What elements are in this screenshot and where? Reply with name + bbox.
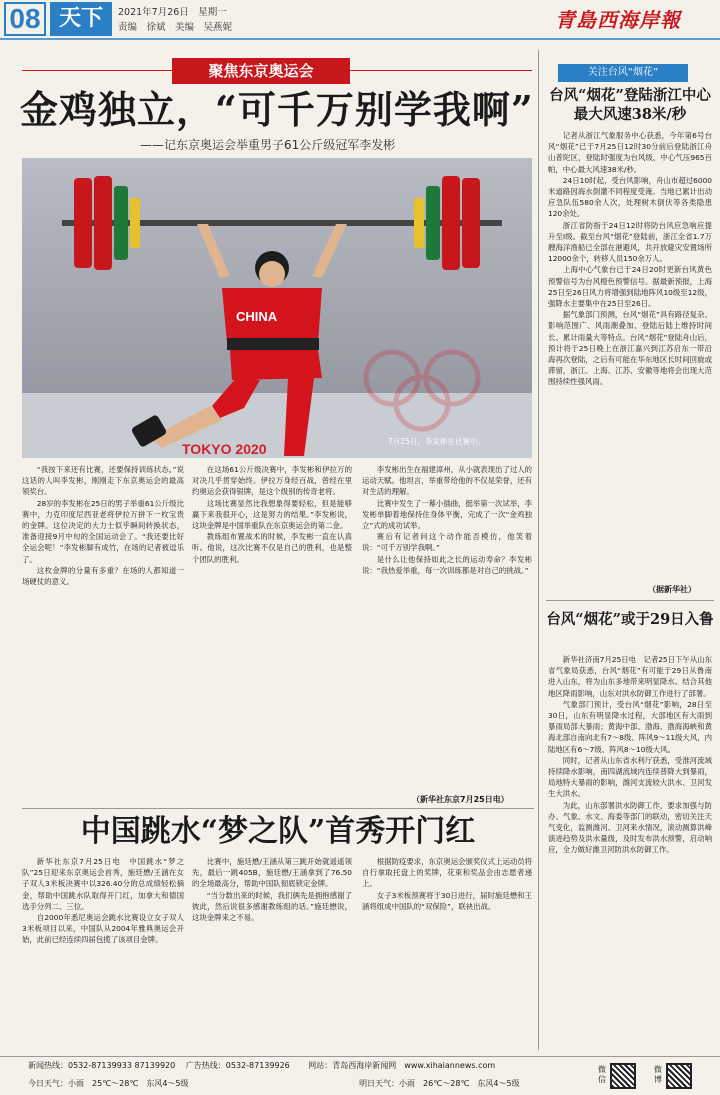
paragraph: 女子3米板预赛将于30日进行，届时施廷懋和王涵将组成中国队的“双保险”，联袂出战。 xyxy=(362,890,532,911)
weightlifting-photo xyxy=(22,158,532,458)
diving-column-1 xyxy=(22,856,184,1052)
paragraph: 气象部门预计，受台风“烟花”影响，28日至30日，山东有明显降水过程，大部地区有大雨到暴雨局部大暴雨；黄海中部、渤海、渤海海峡和黄海北部自南向北有7～8级、阵风9～11级大风，内陆地区有6～7级、阵风8～10级大风。 xyxy=(548,699,712,754)
footer-row-weather xyxy=(28,1075,520,1093)
paragraph: 这枚金牌的分量有多重？在场的人都知道一场硬仗的意义。 xyxy=(22,565,184,587)
jersey-text: CHINA xyxy=(236,309,278,324)
feature-column-3 xyxy=(362,464,532,794)
tokyo-logo-text: TOKYO 2020 xyxy=(182,441,267,457)
paragraph: 28岁的李发彬在25日的男子举重61公斤级比赛中，力克印度尼西亚老将伊拉万拼下一枚宝贵的金牌。这位决定的大力士似乎瞬间转换状态，准备迎接9月中旬的全国运动会了。“我还要比好全运会呢！”李发彬脚有成竹，在场的记者被逗乐了。 xyxy=(22,498,184,564)
footer-row-contacts xyxy=(28,1057,495,1075)
column-rule xyxy=(538,50,539,1050)
paragraph: 记者从浙江气象服务中心获悉，今年第6号台风“烟花”已于7月25日12时30分前后登陆浙江舟山普陀区，登陆时强度为台风级，中心气压965百帕，中心最大风速38米/秒。 xyxy=(548,131,712,174)
page-number: 08 xyxy=(4,2,46,36)
sidebar-topic-tag: 关注台风“烟花” xyxy=(558,64,688,82)
paragraph: 这场比赛显然比我想象得要轻松，但是能够赢下来我很开心，这是努力的结果。”李发彬说，这块金牌是中国举重队在东京奥运会的第二金。 xyxy=(192,498,352,531)
photo-caption: 7月25日，李发彬在比赛中。 xyxy=(388,437,485,446)
paragraph: 教练组布置战术的时候，李发彬一直在认真听。他说，这次比赛不仅是自己的胜利，也是整个团队的胜利。 xyxy=(192,532,352,564)
photo-illustration xyxy=(22,158,532,458)
newspaper-logo: 青島西海岸報 xyxy=(555,8,681,32)
paragraph: 据气象部门预测，台风“烟花”具有路径复杂、影响范围广、风雨潮叠加、登陆后陆上维持时间长、累计雨量大等特点。台风“烟花”登陆舟山后，预计将于25日晚上在浙江嘉兴到江苏启东一带沿海再次登陆，之后有可能在华东地区长时间回旋或滞留，浙江、上海、江苏、安徽等地将会出现大范围持续性强风雨。 xyxy=(548,310,712,387)
weibo-label: 微博 xyxy=(654,1065,662,1084)
sidebar-headline-2: 台风“烟花”或于29日入鲁 xyxy=(546,611,714,628)
section-title: 天下 xyxy=(50,2,112,36)
wechat-qr-code[interactable] xyxy=(610,1063,636,1089)
tomorrow-weather: 明日天气：小雨 26℃～28℃ 东风4～5级 xyxy=(359,1079,520,1088)
feature-credit: （新华社东京7月25日电） xyxy=(412,795,509,804)
page-footer xyxy=(0,1056,720,1095)
news-hotline: 新闻热线：0532-87139933 87139920 xyxy=(28,1061,176,1070)
feature-column-2 xyxy=(192,464,352,806)
paragraph: 新华社济南7月25日电 记者25日下午从山东省气象局获悉，台风“烟花”有可能于29日从鲁南进入山东，将为山东多地带来明显降水。结合其他地区降雨影响，山东对洪水防御工作进行了部署。 xyxy=(548,655,712,698)
paragraph: 比赛中发生了一幕小插曲，挺举第一次试举，李发彬单脚着地保持住身体平衡，完成了一次“金鸡独立”式的成功试举。 xyxy=(362,498,532,531)
paragraph: 浙江省防指于24日12时将防台风应急响应提升至I级。截至台风“烟花”登陆前，浙江全省1.7万艘海洋渔船已全部在港避风，共开放避灾安置场所12000余个，转移人员150余万人。 xyxy=(548,220,712,264)
weibo-qr-code[interactable] xyxy=(666,1063,692,1089)
divider xyxy=(546,600,714,601)
sidebar-credit: （据新华社） xyxy=(648,585,696,594)
paragraph: 新华社东京7月25日电 中国跳水“梦之队”25日迎来东京奥运会首秀，施廷懋/王涵在女子双人3米板决赛中以326.40分的总成绩轻松摘金，帮助中国跳水队取得开门红，加拿大和德国选手分列二、三位。 xyxy=(22,857,184,911)
paragraph: 为此，山东部署洪水防御工作，要求加强与防办、气象、水文、海委等部门的联动，密切关注天气变化，监测潍河、卫河来水情况，滚动测算洪峰演进趋势及洪水量级，及时发布洪水预警，启动响应，全力做好潍卫河防洪水防御工作。 xyxy=(548,800,712,855)
feature-headline: 金鸡独立，“可千万别学我啊” xyxy=(20,87,534,132)
paragraph: 在这场61公斤级决赛中，李发彬和伊拉万的对决几乎贯穿始终。伊拉万身经百战，曾经在里约奥运会获得银牌，是这个级别的传奇老将。 xyxy=(192,465,352,497)
sidebar-story-2 xyxy=(548,654,712,1052)
dateline xyxy=(118,5,232,35)
ad-hotline: 广告热线：0532-87139926 xyxy=(185,1061,290,1070)
sidebar-headline-1: 台风“烟花”登陆浙江中心最大风速38米/秒 xyxy=(549,87,711,123)
paragraph: 根据防疫要求，东京奥运会颁奖仪式上运动员将自行拿取托盘上的奖牌，花束和奖品会由志愿者递上。 xyxy=(362,857,532,889)
paragraph: 同时，记者从山东省水利厅获悉，受淮河流域持续降水影响，南四湖流域内连续普降大到暴雨，局地特大暴雨的影响，潍河支流较大洪水、卫河发生大洪水。 xyxy=(548,755,712,799)
website-link[interactable]: 网站：青岛西海岸新闻网 www.xihaiannews.com xyxy=(308,1061,496,1070)
feature-subtitle: ——记东京奥运会举重男子61公斤级冠军李发彬 xyxy=(140,138,396,152)
paragraph: 自2000年悉尼奥运会跳水比赛设立女子双人3米板项目以来，中国队从2004年雅典奥运会开始，此前已经连续四届包揽了该项目金牌。 xyxy=(22,913,184,945)
sidebar-story-1 xyxy=(548,130,712,580)
feature-column-1 xyxy=(22,464,184,806)
paragraph: 李发彬出生在福建漳州，从小就表现出了过人的运动天赋。他坦言，举重带给他的不仅是荣誉，还有对生活的理解。 xyxy=(362,465,532,497)
diving-column-3 xyxy=(362,856,532,1052)
paragraph: “我按下来还有比赛，还要保持训练状态。”说这话的人叫李发彬，刚刚走下东京奥运会的最高领奖台。 xyxy=(22,465,184,497)
paragraph: 24日10时起，受台风影响，舟山市超过6000米道路因海水倒灌不同程度受淹。当地已累计出动应急队伍580余人次，处理树木倒伏等各类隐患120余处。 xyxy=(548,175,712,219)
issue-date: 2021年7月26日 星期一 xyxy=(118,7,227,18)
today-weather: 今日天气：小雨 25℃～28℃ 东风4～5级 xyxy=(28,1079,189,1088)
paragraph: 上海中心气象台已于24日20时更新台风黄色预警信号为台风橙色预警信号。据最新预报，上海25日至26日风力将增强到陆地阵风10级至12级，强降水主要集中在25日至26日。 xyxy=(548,265,712,309)
wechat-label: 微信 xyxy=(598,1065,606,1084)
paragraph: 赛后有记者问这个动作能否模仿，他笑着说：“可千万别学我啊。” xyxy=(362,532,532,553)
paragraph: 是什么让他保持如此之长的运动寿命？李发彬说：“我热爱举重，每一次训练都是对自己的挑战。” xyxy=(362,554,532,575)
paragraph: 比赛中，施廷懋/王涵从第三跳开始就遥遥领先，最后一跳405B，施廷懋/王涵拿到了76.50的全场最高分，帮助中国队彻底锁定金牌。 xyxy=(192,857,352,889)
topic-banner: 聚焦东京奥运会 xyxy=(172,58,350,84)
editors-credit: 责编 徐斌 美编 吴燕妮 xyxy=(118,22,233,33)
paragraph: “当分数出来的时候，我们俩先是拥抱感谢了彼此，然后说很多感谢教练组的话。”施廷懋说，这块金牌来之不易。 xyxy=(192,890,352,923)
divider xyxy=(22,808,534,809)
diving-headline: 中国跳水“梦之队”首秀开门红 xyxy=(80,814,476,849)
diving-column-2 xyxy=(192,856,352,1052)
